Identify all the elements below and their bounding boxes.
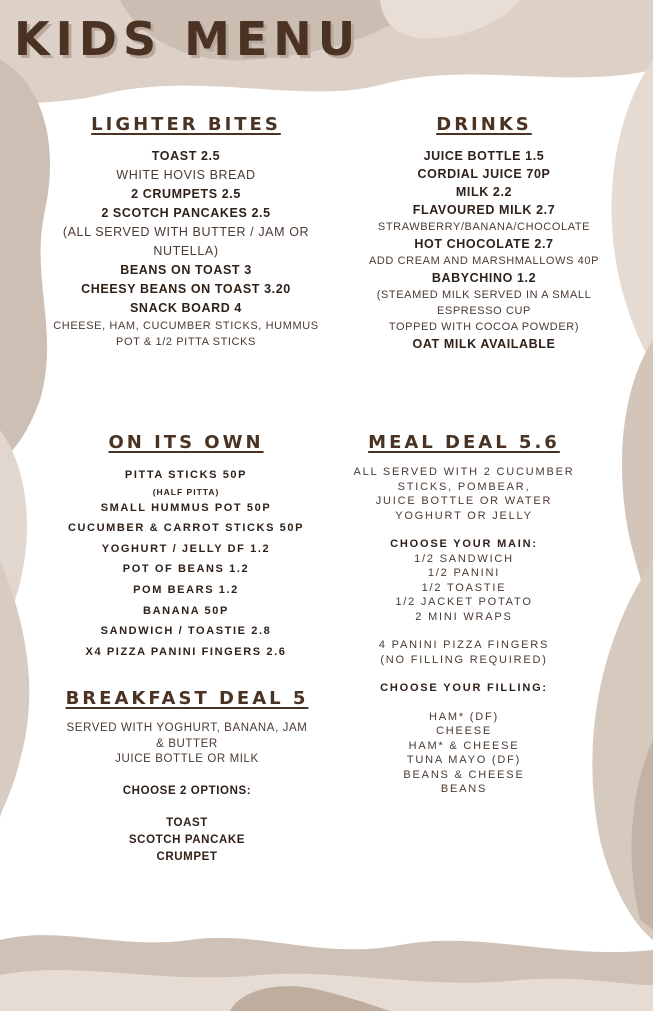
item-note: (STEAMED MILK SERVED IN A SMALL xyxy=(376,289,592,301)
menu-item: SCOTCH PANCAKE xyxy=(128,833,246,846)
menu-item: 1/2 SANDWICH xyxy=(414,552,514,565)
menu-item: OAT MILK AVAILABLE xyxy=(412,337,556,351)
menu-item: TOAST 2.5 xyxy=(151,149,221,163)
menu-item: POM BEARS 1.2 xyxy=(133,583,239,596)
item-note: CHEESE, HAM, CUCUMBER STICKS, HUMMUS xyxy=(53,320,319,332)
menu-item: HAM* & CHEESE xyxy=(408,739,520,752)
on-its-own-section xyxy=(50,432,322,662)
menu-item: YOGHURT / JELLY DF 1.2 xyxy=(101,542,271,555)
item-note: POT & 1/2 PITTA STICKS xyxy=(116,336,256,348)
menu-item: SANDWICH / TOASTIE 2.8 xyxy=(100,625,272,638)
choose-filling-label: CHOOSE YOUR FILLING: xyxy=(380,682,548,694)
menu-item: POT OF BEANS 1.2 xyxy=(122,563,250,576)
drinks-heading: DRINKS xyxy=(436,114,532,135)
menu-item: BABYCHINO 1.2 xyxy=(431,271,537,285)
menu-item: SMALL HUMMUS POT 50P xyxy=(100,501,272,514)
menu-item: FLAVOURED MILK 2.7 xyxy=(412,203,556,217)
menu-item: 4 PANINI PIZZA FINGERS xyxy=(378,639,550,651)
menu-title: KIDS MENU xyxy=(14,12,362,66)
menu-item: X4 PIZZA PANINI FINGERS 2.6 xyxy=(85,645,287,658)
item-note: ESPRESSO CUP xyxy=(436,305,531,317)
menu-item: CHEESE xyxy=(435,725,493,737)
menu-item: PITTA STICKS 50P xyxy=(124,469,248,481)
item-note: NUTELLA) xyxy=(153,244,219,258)
menu-item: BEANS & CHEESE xyxy=(403,768,525,781)
choose-main-label: CHOOSE YOUR MAIN: xyxy=(390,538,538,550)
menu-item: BANANA 50P xyxy=(143,604,229,617)
item-note: & BUTTER xyxy=(156,737,218,750)
menu-item: HAM* (DF) xyxy=(429,710,499,723)
menu-item: TOAST xyxy=(166,816,208,829)
menu-item: 2 SCOTCH PANCAKES 2.5 xyxy=(101,206,271,220)
item-note: WHITE HOVIS BREAD xyxy=(116,168,256,182)
item-note: ADD CREAM AND MARSHMALLOWS 40P xyxy=(368,255,600,267)
meal-deal-section xyxy=(330,432,598,797)
menu-item: BEANS xyxy=(440,783,488,795)
item-note: TOPPED WITH COCOA POWDER) xyxy=(388,321,580,333)
menu-item: 2 MINI WRAPS xyxy=(415,610,513,623)
on-its-own-heading: ON ITS OWN xyxy=(108,432,264,453)
item-note: SERVED WITH YOGHURT, BANANA, JAM xyxy=(66,722,308,734)
menu-item: JUICE BOTTLE 1.5 xyxy=(423,149,545,163)
menu-item: CHEESY BEANS ON TOAST 3.20 xyxy=(81,282,291,296)
menu-item: 1/2 PANINI xyxy=(427,567,501,579)
item-note: STRAWBERRY/BANANA/CHOCOLATE xyxy=(377,221,591,233)
item-note: JUICE BOTTLE OR MILK xyxy=(115,753,259,765)
menu-item: 2 CRUMPETS 2.5 xyxy=(131,187,241,201)
choose-options-label: CHOOSE 2 OPTIONS: xyxy=(122,784,252,797)
menu-item: CUCUMBER & CARROT STICKS 50P xyxy=(67,522,305,535)
item-note: (HALF PITTA) xyxy=(152,486,220,497)
drinks-section xyxy=(350,114,618,353)
item-note: STICKS, POMBEAR, xyxy=(397,480,531,493)
menu-item: 1/2 TOASTIE xyxy=(421,581,507,594)
item-note: YOGHURT OR JELLY xyxy=(395,509,533,522)
item-note: ALL SERVED WITH 2 CUCUMBER xyxy=(353,466,575,478)
menu-item: CORDIAL JUICE 70P xyxy=(417,167,551,181)
menu-item: MILK 2.2 xyxy=(455,185,513,199)
menu-item: HOT CHOCOLATE 2.7 xyxy=(414,237,554,251)
menu-item: SNACK BOARD 4 xyxy=(130,301,242,315)
breakfast-deal-heading: BREAKFAST DEAL 5 xyxy=(65,688,309,709)
meal-deal-heading: MEAL DEAL 5.6 xyxy=(368,432,560,453)
item-note: JUICE BOTTLE OR WATER xyxy=(375,495,553,507)
menu-item: CRUMPET xyxy=(156,850,218,863)
item-note: (ALL SERVED WITH BUTTER / JAM OR xyxy=(62,225,310,239)
lighter-bites-section xyxy=(52,114,320,350)
lighter-bites-heading: LIGHTER BITES xyxy=(91,114,281,135)
menu-item: TUNA MAYO (DF) xyxy=(406,754,522,766)
menu-item: 1/2 JACKET POTATO xyxy=(395,596,533,608)
breakfast-deal-section xyxy=(46,688,328,866)
item-note: (NO FILLING REQUIRED) xyxy=(380,653,548,666)
menu-item: BEANS ON TOAST 3 xyxy=(120,263,252,277)
